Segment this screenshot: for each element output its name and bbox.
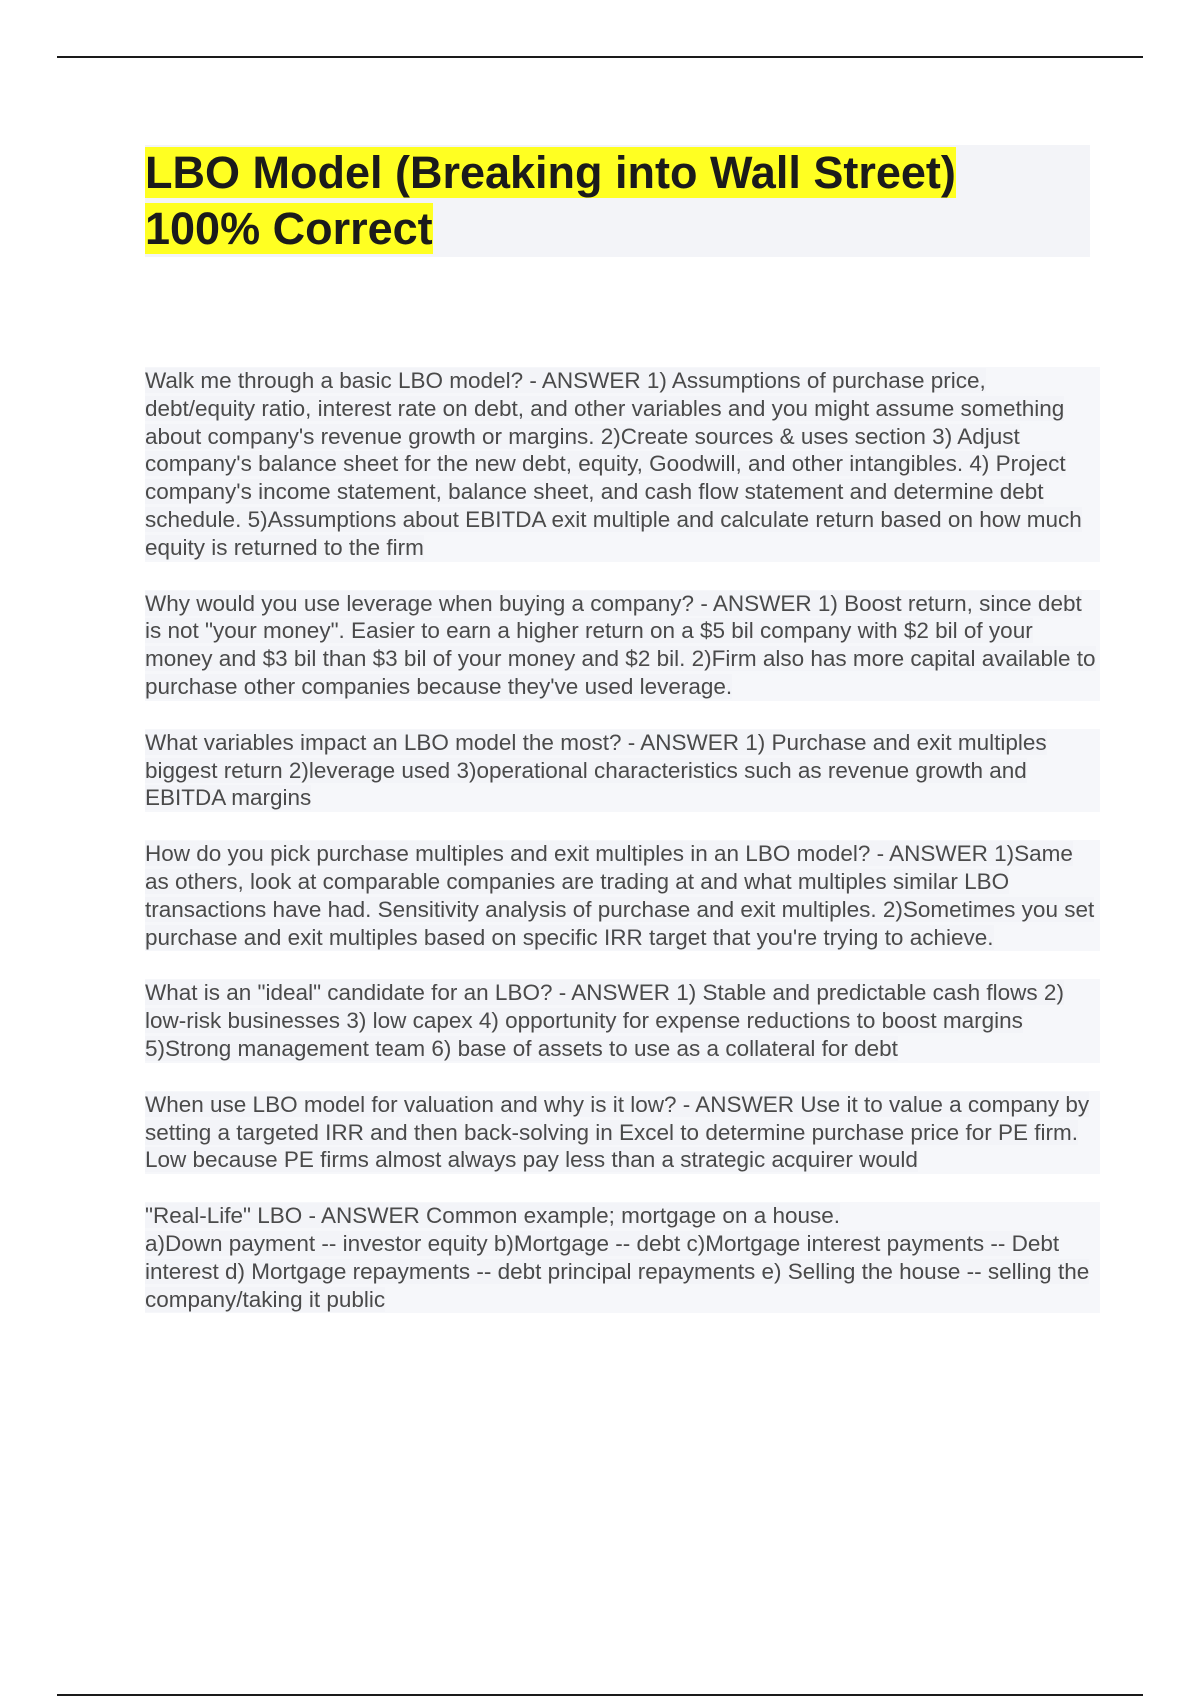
- qa-item: [145, 590, 1100, 701]
- title-line-2: 100% Correct: [145, 203, 433, 254]
- qa-item: [145, 979, 1100, 1062]
- qa-text: When use LBO model for valuation and why is it low? - ANSWER Use it to value a company by setting a targeted IRR and then back-solving in Excel to determine purchase price for PE firm. Low because PE firms almost always pay less than a strategic acquirer would: [145, 1091, 1090, 1173]
- qa-item: [145, 367, 1100, 562]
- title-block: [145, 145, 1090, 257]
- qa-text: What variables impact an LBO model the most? - ANSWER 1) Purchase and exit multiples biggest return 2)leverage used 3)operational characteristics such as revenue growth and EBITDA margins: [145, 729, 1047, 811]
- title-line-1: LBO Model (Breaking into Wall Street): [145, 147, 956, 198]
- qa-text: What is an "ideal" candidate for an LBO? - ANSWER 1) Stable and predictable cash flows 2) low-risk businesses 3) low capex 4) opportunity for expense reductions to boost margins 5)Strong management team 6) base of assets to use as a collateral for debt: [145, 980, 1064, 1061]
- qa-text: How do you pick purchase multiples and exit multiples in an LBO model? - ANSWER 1)Same as others, look at comparable companies are trading at and what multiples similar LBO transactions have had. Sensitivity analysis of purchase and exit multiples. 2)Sometimes you set purchase and exit multiples based on specific IRR target that you're trying to achieve.: [145, 841, 1095, 950]
- qa-item: [145, 1091, 1100, 1174]
- qa-item: [145, 1202, 1100, 1313]
- document-title: [145, 145, 1090, 257]
- qa-list: [145, 367, 1100, 1341]
- qa-text: "Real-Life" LBO - ANSWER Common example; mortgage on a house. a)Down payment -- investor equity b)Mortgage -- debt c)Mortgage interest payments -- Debt interest d) Mortgage repayments -- debt principal repayments e) Selling the house -- selling the company/taking it public: [145, 1203, 1090, 1312]
- qa-item: [145, 840, 1100, 951]
- qa-text: Why would you use leverage when buying a company? - ANSWER 1) Boost return, since debt is not "your money". Easier to earn a higher return on a $5 bil company with $2 bil of your money and $3 bil than $3 bil of your money and $2 bil. 2)Firm also has more capital available to purchase other companies because they've used leverage.: [145, 590, 1096, 699]
- header-rule: [57, 56, 1143, 58]
- footer-rule: [57, 1694, 1143, 1696]
- qa-text: Walk me through a basic LBO model? - ANSWER 1) Assumptions of purchase price, debt/equity ratio, interest rate on debt, and other variables and you might assume something about company's revenue growth or margins. 2)Create sources & uses section 3) Adjust company's balance sheet for the new debt, equity, Goodwill, and other intangibles. 4) Project company's income statement, balance sheet, and cash flow statement and determine debt schedule. 5)Assumptions about EBITDA exit multiple and calculate return based on how much equity is returned to the firm: [145, 368, 1082, 560]
- qa-item: [145, 729, 1100, 812]
